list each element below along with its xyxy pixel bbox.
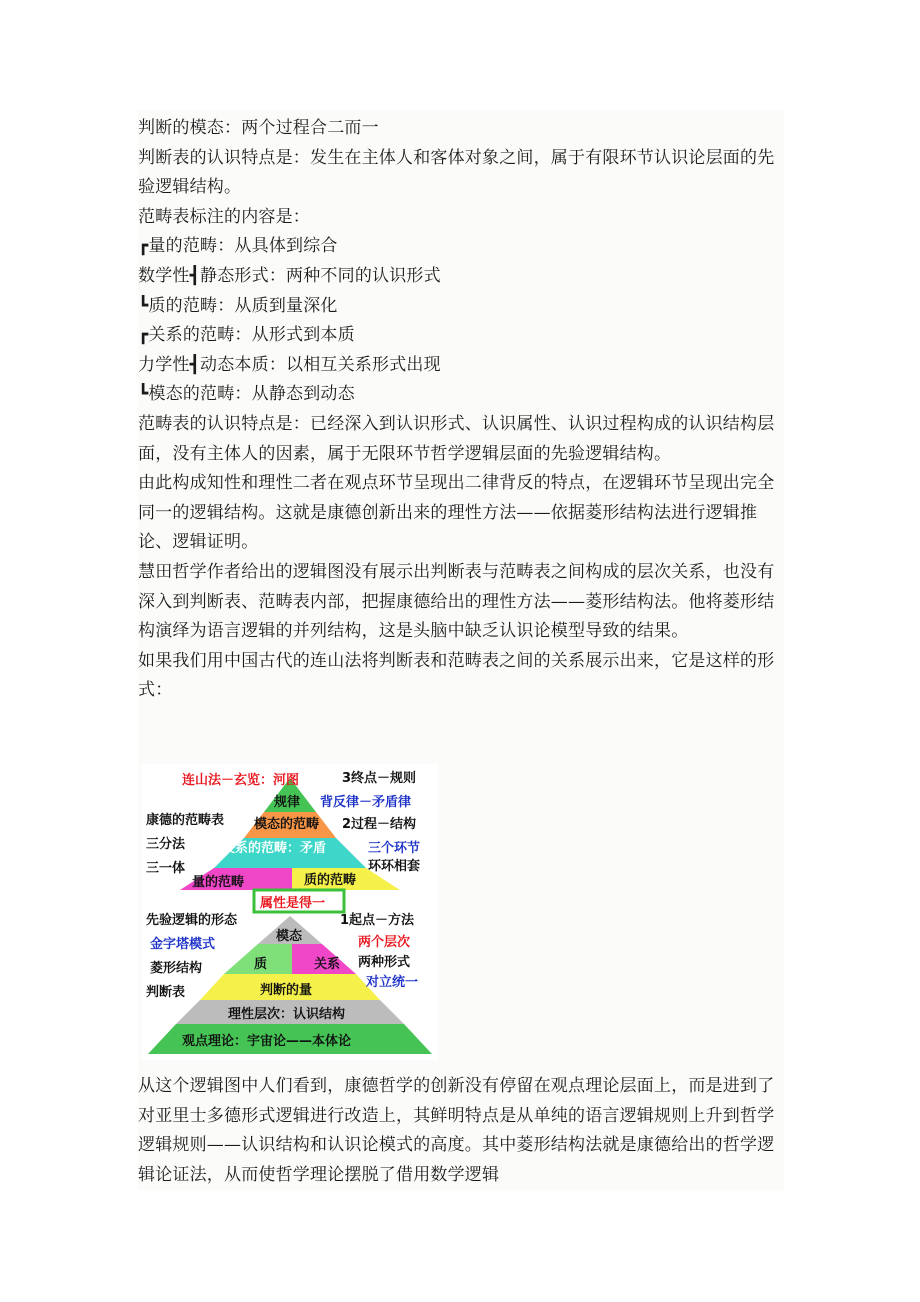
pyramid-diagram: [142, 764, 438, 1060]
label-huanhuan: 环环相套: [368, 859, 421, 874]
paragraph: 从这个逻辑图中人们看到，康德哲学的创新没有停留在观点理论层面上，而是进到了对亚里士多德形式逻辑进行改造上，其鲜明特点是从单纯的语言逻辑规则上升到哲学逻辑规则——认识结构和认识论模式的高度。其中菱形结构法就是康德给出的哲学逻辑论证法，从而使哲学理论摆脱了借用数学逻辑: [138, 1076, 775, 1185]
paragraph: 由此构成知性和理性二者在观点环节呈现出二律背反的特点，在逻辑环节呈现出完全同一的逻辑结构。这就是康德创新出来的理性方法——依据菱形结构法进行逻辑推论、逻辑证明。: [138, 473, 775, 553]
label-guanxi: 关系: [314, 957, 341, 972]
label-guilv: 规律: [274, 795, 301, 810]
label-sanfen: 三分法: [146, 837, 186, 852]
label-lixing: 理性层次：认识结构: [228, 1007, 346, 1022]
lianshan-pyramid-figure: [142, 764, 438, 1060]
paragraph: 慧田哲学作者给出的逻辑图没有展示出判断表与范畴表之间构成的层次关系，也没有深入到判断表、范畴表内部，把握康德给出的理性方法——菱形结构法。他将菱形结构演绎为语言逻辑的并列结构，这是头脑中缺乏认识论模型导致的结果。: [138, 561, 775, 642]
paragraph: 数学性┫静态形式：两种不同的认识形式: [138, 265, 441, 286]
label-liangge: 两个层次: [358, 935, 411, 950]
label-liang-fc: 量的范畴: [192, 875, 245, 890]
body-text-top: [138, 114, 784, 706]
label-duili: 对立统一: [366, 975, 419, 990]
label-shuxing: 属性是得一: [260, 896, 326, 911]
label-lingxing: 菱形结构: [150, 961, 203, 976]
paragraph: 判断的模态：两个过程合二而一: [138, 118, 379, 138]
label-zhi-fc: 质的范畴: [304, 873, 357, 888]
paragraph: 如果我们用中国古代的连山法将判断表和范畴表之间的关系展示出来，它是这样的形式：: [138, 650, 775, 701]
label-beifan: 背反律－矛盾律: [320, 795, 412, 810]
label-panduan-liang: 判断的量: [260, 983, 313, 998]
label-guanxi-fc: 关系的范畴：矛盾: [222, 841, 327, 856]
paragraph: ┗质的范畴：从质到量深化: [138, 295, 338, 316]
label-panduanbiao: 判断表: [146, 985, 186, 1000]
body-text-bottom: [138, 1072, 784, 1190]
label-motai: 模态: [276, 929, 303, 944]
label-liangzhong: 两种形式: [358, 955, 411, 970]
paragraph: ┏量的范畴：从具体到综合: [138, 236, 338, 257]
label-sanyi: 三一体: [146, 861, 186, 876]
label-sange: 三个环节: [368, 841, 421, 856]
paragraph: 范畴表的认识特点是：已经深入到认识形式、认识属性、认识过程构成的认识结构层面，没有主体人的因素，属于无限环节哲学逻辑层面的先验逻辑结构。: [138, 413, 775, 464]
paragraph: ┏关系的范畴：从形式到本质: [138, 325, 355, 346]
label-xianyan: 先验逻辑的形态: [146, 913, 238, 928]
paragraph: 范畴表标注的内容是：: [138, 206, 310, 227]
label-qidian: 1起点－方法: [340, 913, 415, 928]
paragraph: 判断表的认识特点是：发生在主体人和客体对象之间，属于有限环节认识论层面的先验逻辑结构。: [138, 147, 775, 198]
label-top-right: 3终点－规则: [342, 771, 417, 786]
label-motai-fc: 模态的范畴: [254, 817, 320, 832]
label-kangde: 康德的范畴表: [146, 813, 225, 828]
label-guocheng: 2过程－结构: [342, 817, 417, 832]
label-guandian: 观点理论：宇宙论——本体论: [182, 1034, 352, 1049]
label-top-title: 连山法－玄览：河图: [182, 773, 300, 788]
paragraph: ┗模态的范畴：从静态到动态: [138, 384, 355, 405]
label-zhi: 质: [254, 957, 268, 972]
paragraph: 力学性┫动态本质：以相互关系形式出现: [138, 354, 441, 375]
label-jinzita: 金字塔模式: [150, 937, 216, 952]
